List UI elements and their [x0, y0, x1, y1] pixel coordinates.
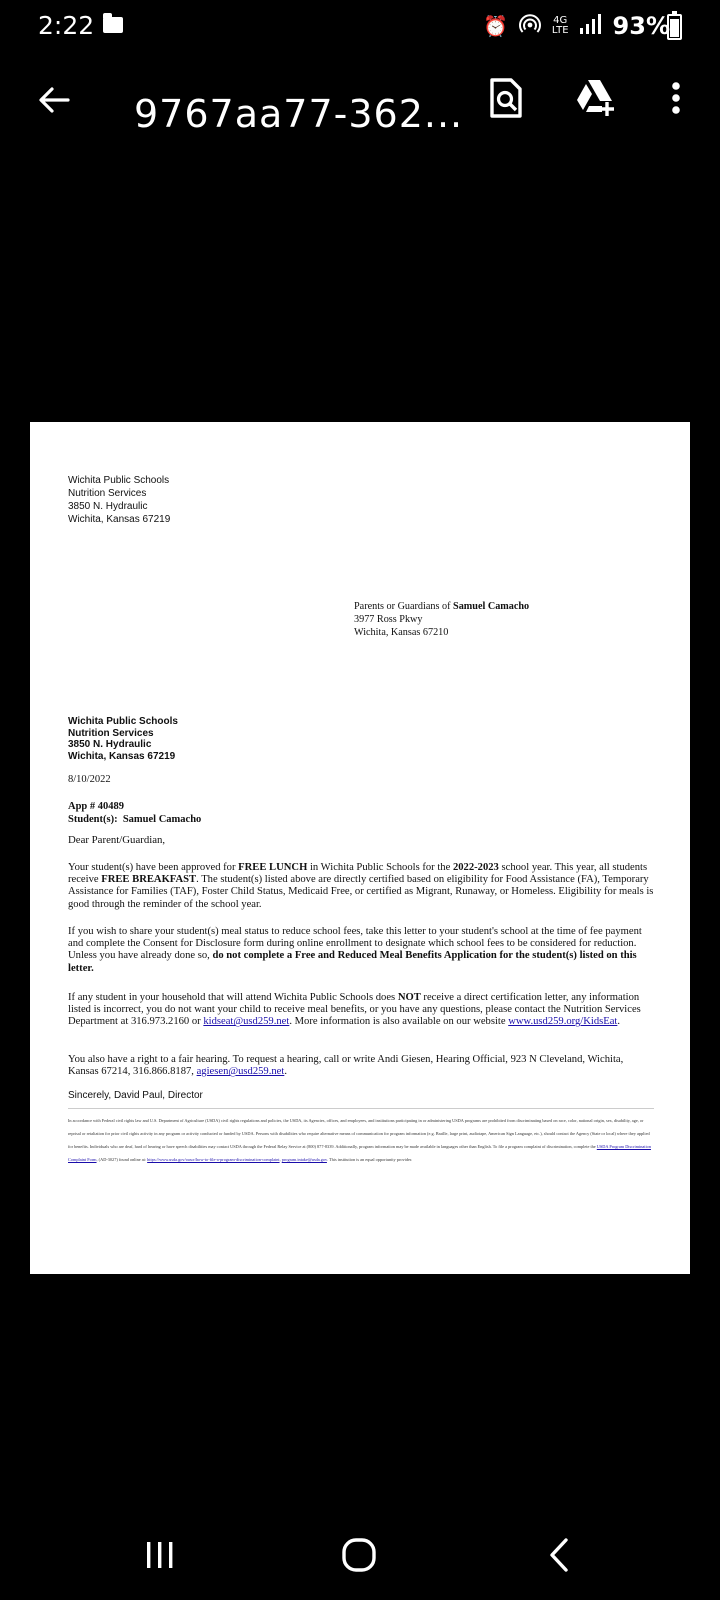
fine-text: In accordance with Federal civil rights law and U.S. Department of Agriculture (USDA) civil rights regulations and policies, the USDA, its Agencies, offices, and employees, and institutions participating in or administering USDA programs are prohibited from discriminating based on race, color, national origin, sex, disability, age, or reprisal or retaliation for prior civil rights activity in any program or activity conducted or funded by USDA. Persons with disabilities who require alternative means of communication for program information (e.g. Braille, large print, audiotape, American Sign Language, etc.), should contact the Agency (State or local) where they applied for benefits. Individuals who are deaf, hard of hearing or have speech disabilities may contact USDA through the Federal Relay Service at (800) 877-8339. Additionally, program information may be made available in languages other than English. To file a program complaint of discrimination, complete the — [68, 1118, 650, 1149]
students-line — [68, 813, 654, 826]
return-address — [68, 716, 654, 762]
students-label: Student(s): — [68, 814, 118, 825]
back-arrow-icon[interactable] — [34, 80, 74, 120]
recipient-prefix: Parents or Guardians of — [354, 601, 454, 612]
contact-paragraph — [68, 992, 654, 1029]
more-vert-icon[interactable] — [654, 76, 698, 120]
fine-text: , — [279, 1157, 282, 1162]
p3-text: . More information is also available on our website — [289, 1016, 509, 1028]
nondiscrimination-statement — [68, 1114, 654, 1166]
document-page[interactable] — [30, 422, 690, 1274]
p4-text: You also have a right to a fair hearing. To request a hearing, call or write Andi Giesen, Hearing Official, 923 N Cleveland, Wichita, Kansas 67214, 316.866.8187, — [68, 1054, 624, 1078]
recipient-name: Samuel Camacho — [453, 601, 530, 612]
battery-icon — [667, 14, 682, 40]
recipient-line — [354, 600, 654, 613]
return-line: 3850 N. Hydraulic — [68, 739, 152, 750]
status-bar — [0, 0, 720, 52]
return-line: Nutrition Services — [68, 727, 154, 739]
usda-url-link[interactable]: https://www.usda.gov/oascr/how-to-file-a-program-discrimination-complaint — [147, 1157, 280, 1162]
signature: Sincerely, David Paul, Director — [68, 1090, 203, 1101]
p3-text: . — [617, 1016, 621, 1028]
sender-line: Wichita Public Schools — [68, 475, 170, 486]
sender-address — [68, 474, 654, 526]
p1-text: . The student(s) listed above are directly certified based on eligibility for Food Assistance (FA), Temporary Assistance for Families (TAF), Foster Child Status, Medicaid Free, or certified as Migrant, Runaway, or Homeless. Eligibility for meals is good through the reminder of the school year. — [68, 874, 654, 910]
app-number: App # 40489 — [68, 801, 125, 812]
document-title: 9767aa77-362... — [134, 92, 464, 136]
find-in-page-icon[interactable] — [486, 76, 530, 120]
return-line: Wichita, Kansas 67219 — [68, 750, 176, 762]
recipient-city: Wichita, Kansas 67210 — [354, 627, 449, 638]
greeting: Dear Parent/Guardian, — [68, 834, 166, 846]
hearing-paragraph — [68, 1054, 654, 1078]
fees-paragraph — [68, 926, 654, 975]
sender-line: Wichita, Kansas 67219 — [68, 514, 171, 525]
complaint-form-link[interactable]: USDA Program Discrimination Complaint Form — [68, 1144, 651, 1162]
app-bar — [0, 70, 720, 150]
p1-bold: FREE LUNCH — [238, 862, 308, 873]
p1-bold: 2022-2023 — [452, 862, 499, 873]
home-icon[interactable] — [339, 1534, 383, 1578]
p1-text: Your student(s) have been approved for — [68, 862, 239, 873]
folder-notification-icon — [103, 17, 123, 33]
approval-paragraph — [68, 862, 654, 911]
return-line: Wichita Public Schools — [68, 716, 178, 727]
divider — [68, 1108, 654, 1109]
status-time: 2:22 — [38, 11, 95, 40]
recipient-address — [354, 600, 654, 639]
p3-text: If any student in your household that will attend Wichita Public Schools does — [68, 992, 398, 1003]
p4-text: . — [284, 1066, 287, 1078]
p1-text: in Wichita Public Schools for the — [307, 862, 453, 873]
signal-icon — [579, 13, 603, 39]
program-intake-link[interactable]: program.intake@usda.gov — [281, 1157, 327, 1162]
add-to-drive-icon[interactable] — [574, 76, 618, 120]
students-value: Samuel Camacho — [122, 814, 202, 825]
sender-line: Nutrition Services — [68, 488, 147, 499]
p1-bold: FREE BREAKFAST — [101, 874, 197, 886]
p2-text: If you wish to share your student(s) meal status to reduce school fees, take this letter to your student's school at the time of fee payment and complete the Consent for Disclosure form during online enrollment to designate which school fees to be considered for reduction. Unless you have already done so, — [68, 926, 642, 962]
navigation-bar — [0, 1500, 720, 1600]
fine-text: , (AD-3027) found online at: — [96, 1157, 148, 1162]
p3-bold: NOT — [397, 992, 421, 1003]
status-icons — [483, 12, 670, 40]
battery-percent: 93% — [612, 12, 670, 40]
letter-date: 8/10/2022 — [68, 774, 111, 785]
alarm-icon: ⏰ — [483, 14, 508, 38]
fine-text: . This institution is an equal opportunity provider. — [326, 1157, 413, 1162]
recipient-street: 3977 Ross Pkwy — [354, 614, 423, 625]
kidseat-email-link[interactable]: kidseat@usd259.net — [203, 1016, 290, 1028]
hotspot-icon — [518, 12, 542, 40]
sender-line: 3850 N. Hydraulic — [68, 501, 148, 512]
p3-text: receive a direct certification letter, any information listed is incorrect, you do not want your child to receive meal benefits, or you have any questions, please contact the Nutrition Services Department at 316.973.2160 or — [68, 992, 641, 1028]
back-nav-icon[interactable] — [540, 1534, 584, 1578]
lte-icon: 4G LTE — [551, 15, 569, 36]
p2-bold: do not complete a Free and Reduced Meal Benefits Application for the student(s) listed on this letter. — [68, 950, 637, 974]
application-info — [68, 800, 654, 826]
kidseat-website-link[interactable]: www.usd259.org/KidsEat — [508, 1016, 618, 1028]
hearing-email-link[interactable]: agiesen@usd259.net — [196, 1066, 285, 1078]
p1-text: school year. This year, all students receive — [68, 862, 648, 886]
recent-apps-icon[interactable] — [138, 1534, 182, 1578]
